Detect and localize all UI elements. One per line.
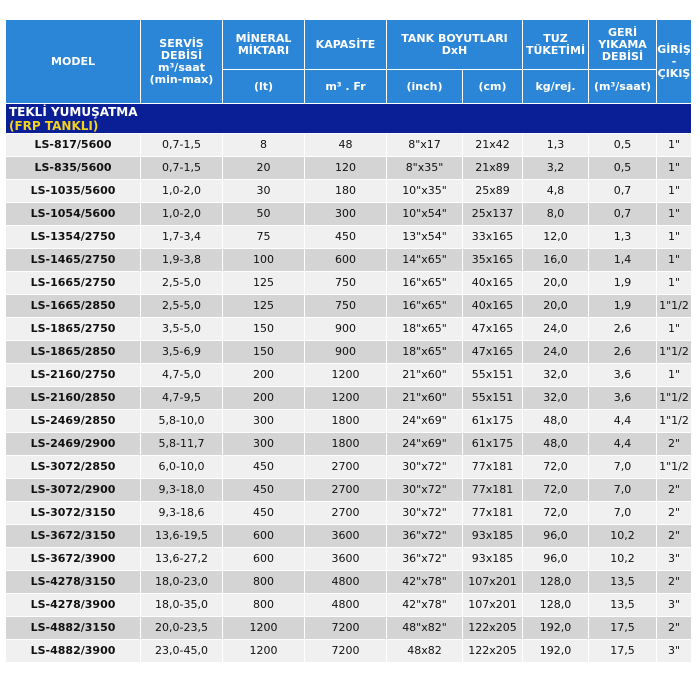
tank-inch-cell: 36"x72" xyxy=(387,525,463,548)
kapasite-cell: 900 xyxy=(305,318,387,341)
geri-yikama-cell: 4,4 xyxy=(589,410,657,433)
giris-cikis-cell: 1"1/2 xyxy=(657,295,692,318)
giris-cikis-cell: 2" xyxy=(657,525,692,548)
giris-cikis-cell: 1" xyxy=(657,364,692,387)
geri-yikama-cell: 1,3 xyxy=(589,226,657,249)
tuz-cell: 4,8 xyxy=(523,180,589,203)
table-row xyxy=(6,456,692,479)
mineral-cell: 125 xyxy=(223,295,305,318)
servis-debisi-cell: 18,0-35,0 xyxy=(141,594,223,617)
model-cell: LS-4278/3150 xyxy=(6,571,141,594)
table-row xyxy=(6,479,692,502)
header-geri-unit: (m³/saat) xyxy=(589,70,657,104)
mineral-cell: 30 xyxy=(223,180,305,203)
geri-yikama-cell: 0,5 xyxy=(589,134,657,157)
table-row xyxy=(6,203,692,226)
header-tank-cm: (cm) xyxy=(463,70,523,104)
mineral-cell: 75 xyxy=(223,226,305,249)
tank-inch-cell: 21"x60" xyxy=(387,364,463,387)
tank-cm-cell: 55x151 xyxy=(463,364,523,387)
geri-yikama-cell: 3,6 xyxy=(589,387,657,410)
geri-yikama-cell: 10,2 xyxy=(589,548,657,571)
kapasite-cell: 48 xyxy=(305,134,387,157)
tuz-cell: 20,0 xyxy=(523,295,589,318)
tank-inch-cell: 18"x65" xyxy=(387,318,463,341)
table-row xyxy=(6,226,692,249)
table-row xyxy=(6,249,692,272)
header-servis-line3: m³/saat xyxy=(158,60,205,74)
tank-inch-cell: 24"x69" xyxy=(387,433,463,456)
model-cell: LS-2160/2750 xyxy=(6,364,141,387)
header-giris-line2: - xyxy=(671,54,677,68)
header-tank-inch: (inch) xyxy=(387,70,463,104)
mineral-cell: 200 xyxy=(223,387,305,410)
tank-cm-cell: 25x89 xyxy=(463,180,523,203)
mineral-cell: 125 xyxy=(223,272,305,295)
kapasite-cell: 1200 xyxy=(305,387,387,410)
mineral-cell: 300 xyxy=(223,410,305,433)
header-servis-debisi xyxy=(141,20,223,104)
giris-cikis-cell: 1" xyxy=(657,226,692,249)
tank-inch-cell: 30"x72" xyxy=(387,456,463,479)
tank-cm-cell: 25x137 xyxy=(463,203,523,226)
model-cell: LS-1465/2750 xyxy=(6,249,141,272)
kapasite-cell: 2700 xyxy=(305,479,387,502)
kapasite-cell: 120 xyxy=(305,157,387,180)
tank-cm-cell: 93x185 xyxy=(463,525,523,548)
tuz-cell: 1,3 xyxy=(523,134,589,157)
section-row xyxy=(6,104,692,134)
tank-inch-cell: 36"x72" xyxy=(387,548,463,571)
kapasite-cell: 4800 xyxy=(305,571,387,594)
spec-table xyxy=(5,19,692,663)
tank-inch-cell: 18"x65" xyxy=(387,341,463,364)
header-mineral-line2: MİKTARI xyxy=(237,43,290,57)
tank-inch-cell: 30"x72" xyxy=(387,502,463,525)
kapasite-cell: 4800 xyxy=(305,594,387,617)
tank-inch-cell: 14"x65" xyxy=(387,249,463,272)
table-row xyxy=(6,548,692,571)
tank-cm-cell: 21x42 xyxy=(463,134,523,157)
spec-table-body xyxy=(6,104,692,663)
tank-cm-cell: 40x165 xyxy=(463,295,523,318)
spec-table-container xyxy=(5,19,692,663)
servis-debisi-cell: 3,5-5,0 xyxy=(141,318,223,341)
giris-cikis-cell: 1" xyxy=(657,157,692,180)
tank-inch-cell: 8"x35" xyxy=(387,157,463,180)
tuz-cell: 24,0 xyxy=(523,318,589,341)
geri-yikama-cell: 13,5 xyxy=(589,594,657,617)
tuz-cell: 72,0 xyxy=(523,502,589,525)
table-row xyxy=(6,571,692,594)
model-cell: LS-4882/3150 xyxy=(6,617,141,640)
section-title-line2: (FRP TANKLI) xyxy=(9,118,99,133)
mineral-cell: 450 xyxy=(223,502,305,525)
table-row xyxy=(6,341,692,364)
table-row xyxy=(6,433,692,456)
geri-yikama-cell: 1,9 xyxy=(589,272,657,295)
geri-yikama-cell: 7,0 xyxy=(589,456,657,479)
model-cell: LS-1865/2850 xyxy=(6,341,141,364)
tuz-cell: 192,0 xyxy=(523,617,589,640)
model-cell: LS-4278/3900 xyxy=(6,594,141,617)
giris-cikis-cell: 1" xyxy=(657,249,692,272)
tank-inch-cell: 21"x60" xyxy=(387,387,463,410)
mineral-cell: 150 xyxy=(223,341,305,364)
header-servis-line2: DEBİSİ xyxy=(160,48,203,62)
servis-debisi-cell: 0,7-1,5 xyxy=(141,134,223,157)
tank-inch-cell: 10"x54" xyxy=(387,203,463,226)
giris-cikis-cell: 2" xyxy=(657,502,692,525)
servis-debisi-cell: 23,0-45,0 xyxy=(141,640,223,663)
kapasite-cell: 600 xyxy=(305,249,387,272)
tuz-cell: 48,0 xyxy=(523,433,589,456)
tuz-cell: 72,0 xyxy=(523,479,589,502)
giris-cikis-cell: 1" xyxy=(657,180,692,203)
servis-debisi-cell: 4,7-9,5 xyxy=(141,387,223,410)
tank-cm-cell: 47x165 xyxy=(463,341,523,364)
giris-cikis-cell: 2" xyxy=(657,479,692,502)
servis-debisi-cell: 9,3-18,6 xyxy=(141,502,223,525)
model-cell: LS-1665/2750 xyxy=(6,272,141,295)
header-kapasite-unit: m³ . Fr xyxy=(305,70,387,104)
giris-cikis-cell: 2" xyxy=(657,617,692,640)
geri-yikama-cell: 17,5 xyxy=(589,617,657,640)
tank-cm-cell: 122x205 xyxy=(463,617,523,640)
kapasite-cell: 1800 xyxy=(305,433,387,456)
geri-yikama-cell: 3,6 xyxy=(589,364,657,387)
tank-cm-cell: 107x201 xyxy=(463,594,523,617)
table-row xyxy=(6,318,692,341)
tuz-cell: 32,0 xyxy=(523,387,589,410)
table-row xyxy=(6,617,692,640)
tank-cm-cell: 122x205 xyxy=(463,640,523,663)
giris-cikis-cell: 2" xyxy=(657,433,692,456)
header-geri-yikama xyxy=(589,20,657,70)
model-cell: LS-835/5600 xyxy=(6,157,141,180)
header-giris-line3: ÇIKIŞ xyxy=(657,66,691,80)
header-servis-line1: SERVİS xyxy=(159,36,204,50)
tuz-cell: 3,2 xyxy=(523,157,589,180)
servis-debisi-cell: 1,7-3,4 xyxy=(141,226,223,249)
geri-yikama-cell: 13,5 xyxy=(589,571,657,594)
geri-yikama-cell: 17,5 xyxy=(589,640,657,663)
header-servis-line4: (min-max) xyxy=(149,72,214,86)
kapasite-cell: 750 xyxy=(305,272,387,295)
model-cell: LS-3672/3900 xyxy=(6,548,141,571)
table-row xyxy=(6,134,692,157)
tuz-cell: 96,0 xyxy=(523,548,589,571)
servis-debisi-cell: 20,0-23,5 xyxy=(141,617,223,640)
section-title xyxy=(6,104,692,134)
tank-inch-cell: 48"x82" xyxy=(387,617,463,640)
servis-debisi-cell: 6,0-10,0 xyxy=(141,456,223,479)
kapasite-cell: 3600 xyxy=(305,525,387,548)
kapasite-cell: 900 xyxy=(305,341,387,364)
header-mineral-miktari xyxy=(223,20,305,70)
header-geri-line1: GERİ xyxy=(607,25,638,39)
table-row xyxy=(6,180,692,203)
tank-cm-cell: 61x175 xyxy=(463,433,523,456)
tuz-cell: 16,0 xyxy=(523,249,589,272)
model-cell: LS-1035/5600 xyxy=(6,180,141,203)
tank-cm-cell: 77x181 xyxy=(463,456,523,479)
servis-debisi-cell: 5,8-10,0 xyxy=(141,410,223,433)
mineral-cell: 100 xyxy=(223,249,305,272)
table-row xyxy=(6,640,692,663)
giris-cikis-cell: 1"1/2 xyxy=(657,341,692,364)
mineral-cell: 50 xyxy=(223,203,305,226)
table-row xyxy=(6,502,692,525)
geri-yikama-cell: 7,0 xyxy=(589,502,657,525)
geri-yikama-cell: 1,4 xyxy=(589,249,657,272)
tuz-cell: 24,0 xyxy=(523,341,589,364)
section-title-line1: TEKLİ YUMUŞATMA xyxy=(9,104,138,119)
model-cell: LS-3072/2850 xyxy=(6,456,141,479)
kapasite-cell: 2700 xyxy=(305,502,387,525)
model-cell: LS-2469/2850 xyxy=(6,410,141,433)
tuz-cell: 12,0 xyxy=(523,226,589,249)
mineral-cell: 600 xyxy=(223,525,305,548)
geri-yikama-cell: 2,6 xyxy=(589,341,657,364)
mineral-cell: 800 xyxy=(223,571,305,594)
geri-yikama-cell: 0,7 xyxy=(589,203,657,226)
giris-cikis-cell: 2" xyxy=(657,571,692,594)
tank-inch-cell: 8"x17 xyxy=(387,134,463,157)
tank-cm-cell: 35x165 xyxy=(463,249,523,272)
tank-cm-cell: 77x181 xyxy=(463,502,523,525)
servis-debisi-cell: 2,5-5,0 xyxy=(141,295,223,318)
servis-debisi-cell: 3,5-6,9 xyxy=(141,341,223,364)
tank-inch-cell: 13"x54" xyxy=(387,226,463,249)
geri-yikama-cell: 7,0 xyxy=(589,479,657,502)
tuz-cell: 128,0 xyxy=(523,571,589,594)
model-cell: LS-1054/5600 xyxy=(6,203,141,226)
tuz-cell: 32,0 xyxy=(523,364,589,387)
kapasite-cell: 1200 xyxy=(305,364,387,387)
tank-cm-cell: 107x201 xyxy=(463,571,523,594)
kapasite-cell: 450 xyxy=(305,226,387,249)
header-model: MODEL xyxy=(6,20,141,104)
giris-cikis-cell: 1" xyxy=(657,318,692,341)
giris-cikis-cell: 1"1/2 xyxy=(657,387,692,410)
tank-cm-cell: 77x181 xyxy=(463,479,523,502)
tuz-cell: 20,0 xyxy=(523,272,589,295)
header-tank-boyutlari xyxy=(387,20,523,70)
header-tank-line2: DxH xyxy=(441,43,468,57)
servis-debisi-cell: 0,7-1,5 xyxy=(141,157,223,180)
header-tuz-unit: kg/rej. xyxy=(523,70,589,104)
tank-inch-cell: 24"x69" xyxy=(387,410,463,433)
header-tank-line1: TANK BOYUTLARI xyxy=(401,31,508,45)
model-cell: LS-1865/2750 xyxy=(6,318,141,341)
geri-yikama-cell: 0,7 xyxy=(589,180,657,203)
giris-cikis-cell: 1"1/2 xyxy=(657,410,692,433)
table-row xyxy=(6,594,692,617)
tuz-cell: 96,0 xyxy=(523,525,589,548)
servis-debisi-cell: 2,5-5,0 xyxy=(141,272,223,295)
model-cell: LS-3672/3150 xyxy=(6,525,141,548)
mineral-cell: 20 xyxy=(223,157,305,180)
tuz-cell: 128,0 xyxy=(523,594,589,617)
model-cell: LS-1665/2850 xyxy=(6,295,141,318)
header-tuz-line2: TÜKETİMİ xyxy=(525,43,586,57)
tuz-cell: 72,0 xyxy=(523,456,589,479)
header-mineral-unit: (lt) xyxy=(223,70,305,104)
kapasite-cell: 180 xyxy=(305,180,387,203)
mineral-cell: 450 xyxy=(223,479,305,502)
table-row xyxy=(6,272,692,295)
servis-debisi-cell: 1,9-3,8 xyxy=(141,249,223,272)
mineral-cell: 1200 xyxy=(223,617,305,640)
kapasite-cell: 750 xyxy=(305,295,387,318)
model-cell: LS-817/5600 xyxy=(6,134,141,157)
tuz-cell: 192,0 xyxy=(523,640,589,663)
servis-debisi-cell: 4,7-5,0 xyxy=(141,364,223,387)
servis-debisi-cell: 1,0-2,0 xyxy=(141,180,223,203)
servis-debisi-cell: 13,6-19,5 xyxy=(141,525,223,548)
model-cell: LS-3072/2900 xyxy=(6,479,141,502)
servis-debisi-cell: 5,8-11,7 xyxy=(141,433,223,456)
kapasite-cell: 1800 xyxy=(305,410,387,433)
giris-cikis-cell: 1" xyxy=(657,203,692,226)
table-row xyxy=(6,295,692,318)
giris-cikis-cell: 3" xyxy=(657,640,692,663)
table-row xyxy=(6,364,692,387)
tank-inch-cell: 42"x78" xyxy=(387,571,463,594)
mineral-cell: 200 xyxy=(223,364,305,387)
header-geri-line2: YIKAMA xyxy=(598,37,647,51)
tank-inch-cell: 10"x35" xyxy=(387,180,463,203)
header-geri-line3: DEBİSİ xyxy=(601,49,644,63)
kapasite-cell: 7200 xyxy=(305,617,387,640)
mineral-cell: 600 xyxy=(223,548,305,571)
tank-inch-cell: 48x82 xyxy=(387,640,463,663)
header-tuz-line1: TUZ xyxy=(543,31,568,45)
header-giris-cikis xyxy=(657,20,692,104)
model-cell: LS-1354/2750 xyxy=(6,226,141,249)
servis-debisi-cell: 9,3-18,0 xyxy=(141,479,223,502)
geri-yikama-cell: 1,9 xyxy=(589,295,657,318)
tank-cm-cell: 21x89 xyxy=(463,157,523,180)
mineral-cell: 800 xyxy=(223,594,305,617)
header-tuz-tuketimi xyxy=(523,20,589,70)
table-row xyxy=(6,157,692,180)
tank-cm-cell: 55x151 xyxy=(463,387,523,410)
tank-cm-cell: 33x165 xyxy=(463,226,523,249)
table-row xyxy=(6,410,692,433)
model-cell: LS-3072/3150 xyxy=(6,502,141,525)
mineral-cell: 1200 xyxy=(223,640,305,663)
tank-inch-cell: 16"x65" xyxy=(387,295,463,318)
tuz-cell: 8,0 xyxy=(523,203,589,226)
tank-cm-cell: 47x165 xyxy=(463,318,523,341)
geri-yikama-cell: 10,2 xyxy=(589,525,657,548)
model-cell: LS-2160/2850 xyxy=(6,387,141,410)
giris-cikis-cell: 3" xyxy=(657,594,692,617)
header-kapasite: KAPASİTE xyxy=(305,20,387,70)
servis-debisi-cell: 18,0-23,0 xyxy=(141,571,223,594)
tuz-cell: 48,0 xyxy=(523,410,589,433)
giris-cikis-cell: 1"1/2 xyxy=(657,456,692,479)
tank-inch-cell: 16"x65" xyxy=(387,272,463,295)
geri-yikama-cell: 4,4 xyxy=(589,433,657,456)
model-cell: LS-4882/3900 xyxy=(6,640,141,663)
tank-cm-cell: 93x185 xyxy=(463,548,523,571)
geri-yikama-cell: 2,6 xyxy=(589,318,657,341)
kapasite-cell: 7200 xyxy=(305,640,387,663)
model-cell: LS-2469/2900 xyxy=(6,433,141,456)
table-row xyxy=(6,525,692,548)
kapasite-cell: 2700 xyxy=(305,456,387,479)
giris-cikis-cell: 1" xyxy=(657,272,692,295)
tank-cm-cell: 40x165 xyxy=(463,272,523,295)
servis-debisi-cell: 13,6-27,2 xyxy=(141,548,223,571)
header-giris-line1: GİRİŞ xyxy=(657,42,691,56)
servis-debisi-cell: 1,0-2,0 xyxy=(141,203,223,226)
tank-inch-cell: 30"x72" xyxy=(387,479,463,502)
mineral-cell: 8 xyxy=(223,134,305,157)
kapasite-cell: 3600 xyxy=(305,548,387,571)
mineral-cell: 300 xyxy=(223,433,305,456)
header-mineral-line1: MİNERAL xyxy=(235,31,292,45)
kapasite-cell: 300 xyxy=(305,203,387,226)
giris-cikis-cell: 1" xyxy=(657,134,692,157)
giris-cikis-cell: 3" xyxy=(657,548,692,571)
mineral-cell: 450 xyxy=(223,456,305,479)
mineral-cell: 150 xyxy=(223,318,305,341)
table-row xyxy=(6,387,692,410)
geri-yikama-cell: 0,5 xyxy=(589,157,657,180)
tank-inch-cell: 42"x78" xyxy=(387,594,463,617)
tank-cm-cell: 61x175 xyxy=(463,410,523,433)
